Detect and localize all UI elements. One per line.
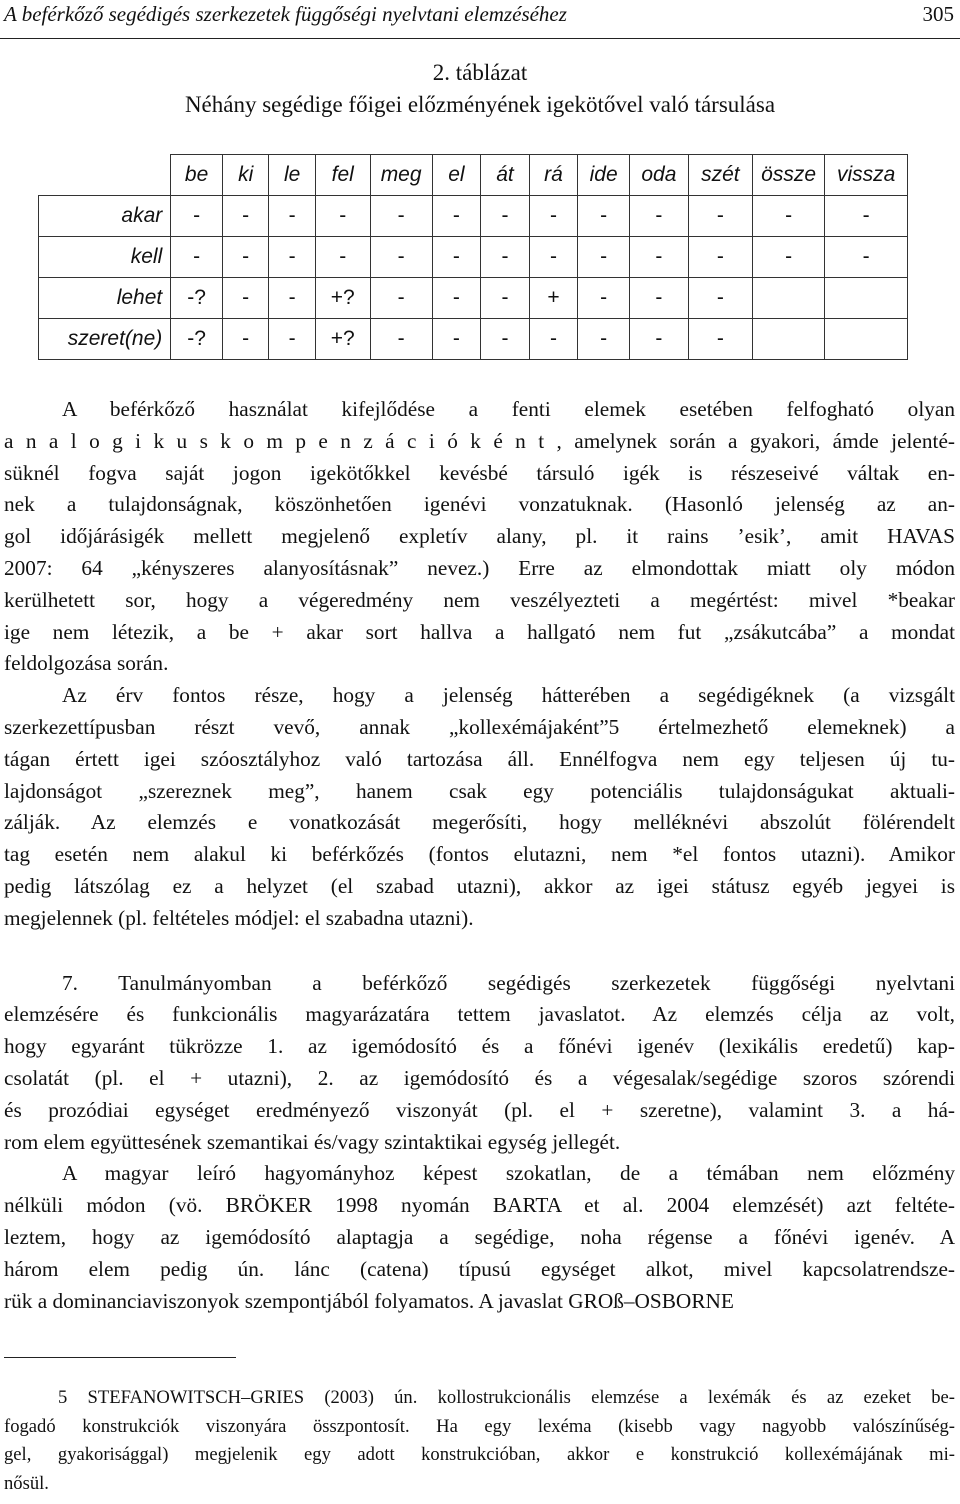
table-cell: -: [269, 319, 315, 360]
text-line: rom elem együttesének szemantikai és/vagy szintaktikai egység jellegét.: [4, 1129, 621, 1154]
table-cell: -: [171, 237, 223, 278]
text-line: 2007: 64 „kényszeres alanyosításnak” nevez.) Erre az elmondottak miatt oly módon: [4, 555, 955, 580]
text-line: tágan értett igei szóosztályhoz való tartozása áll. Ennélfogva nem egy teljesen új tu-: [4, 746, 955, 771]
text-line: megjelennek (pl. feltételes módjel: el szabadna utazni).: [4, 905, 474, 930]
text-line: szerkezettípusban részt vevő, annak „kollexémájaként”5 értelmezhető elemeknek) a: [4, 714, 955, 739]
table-corner: [39, 155, 171, 196]
table-cell: -: [688, 196, 752, 237]
table-cell: -: [481, 278, 530, 319]
table-cell: -: [171, 196, 223, 237]
table-cell: -: [688, 319, 752, 360]
table-cell: +?: [315, 278, 370, 319]
section-gap: [4, 935, 955, 968]
text-line: nek a tulajdonságnak, köszönhetően igenévi vonzatuknak. (Hasonló jelenség az an-: [4, 492, 955, 517]
text-line: rük a dominanciaviszonyok szempontjából folyamatos. A javaslat GROß–OSBORNE: [4, 1288, 734, 1313]
footnote-line: gel, gyakorisággal) megjelenik egy adott konstrukcióban, akkor e konstrukció kollexémájának mi-: [4, 1444, 955, 1466]
row-label: akar: [39, 196, 171, 237]
table-cell: -: [370, 237, 432, 278]
table-cell: -: [370, 278, 432, 319]
text-line: süknél fogva saját jogon igekötőkkel kevésbé társuló igék is részeseivé váltak en-: [4, 460, 955, 485]
table-cell: -: [370, 319, 432, 360]
table-cell: +: [529, 278, 578, 319]
table-cell: -: [432, 196, 481, 237]
table-cell: -: [529, 196, 578, 237]
table-row: [39, 278, 908, 319]
table-cell: -: [481, 237, 530, 278]
table-cell: -: [269, 196, 315, 237]
text-line: tag esetén nem alakul ki beférkőzés (fontos elutazni, nem *el fontos utazni). Amikor: [4, 842, 955, 867]
footnote-line: fogadó konstrukciók viszonyára összpontosít. Ha egy lexéma (kisebb vagy nagyobb valószínűség-: [4, 1415, 955, 1437]
text-line: három elem pedig ún. lánc (catena) típusú egységet alkot, mivel kapcsolatrendsze-: [4, 1256, 955, 1281]
table-cell: [752, 319, 824, 360]
table-cell: -: [222, 319, 268, 360]
column-header: meg: [370, 155, 432, 196]
table-cell: -: [578, 319, 630, 360]
column-header: össze: [752, 155, 824, 196]
table-cell: -: [432, 278, 481, 319]
column-header: be: [171, 155, 223, 196]
table-cell: -: [529, 237, 578, 278]
column-header: vissza: [825, 155, 908, 196]
preverb-table: [38, 154, 908, 360]
column-header: ide: [578, 155, 630, 196]
table-cell: -: [578, 278, 630, 319]
table-cell: -: [269, 237, 315, 278]
table-cell: -: [825, 237, 908, 278]
column-header: le: [269, 155, 315, 196]
table-cell: -: [269, 278, 315, 319]
table-header-row: [39, 155, 908, 196]
table-cell: -: [481, 196, 530, 237]
table-cell: -: [752, 196, 824, 237]
row-label: szeret(ne): [39, 319, 171, 360]
table-cell: -: [222, 278, 268, 319]
column-header: fel: [315, 155, 370, 196]
column-header: el: [432, 155, 481, 196]
text-line: elemzésére és funkcionális magyarázatára tettem javaslatot. Az elemzés célja az volt,: [4, 1002, 955, 1027]
table-cell: -: [688, 237, 752, 278]
table-caption-number: 2. táblázat: [432, 60, 528, 85]
table-cell: -: [629, 237, 688, 278]
paragraph: [4, 968, 955, 1159]
text-line: hogy egyaránt tükrözze 1. az igemódosító és a főnévi igenév (lexikális eredetű) kap-: [4, 1034, 955, 1059]
table-cell: -: [432, 319, 481, 360]
text-line: leztem, hogy az igemódosító alaptagja a segédige, noha régense a főnévi igenév. A: [4, 1224, 955, 1249]
text-line: gol időjárásigék mellett megjelenő expletív alany, pl. it rains ’esik’, amit HAVAS: [4, 524, 955, 549]
table-cell: -: [578, 237, 630, 278]
table-cell: +?: [315, 319, 370, 360]
running-header: [4, 2, 954, 32]
text-line: pedig látszólag ez a helyzet (el szabad utazni), akkor az igei státusz egyéb jegyei is: [4, 873, 955, 898]
table-cell: -: [578, 196, 630, 237]
running-title: A beférkőző segédigés szerkezetek függőségi nyelvtani elemzéséhez: [4, 2, 567, 26]
text-line: ige nem létezik, a be + akar sort hallva a hallgató nem fut „zsákutcába” a mondat: [4, 619, 955, 644]
footnote-line: 5 STEFANOWITSCH–GRIES (2003) ún. kollostrukcionális elemzése a lexémák és az ezeket be-: [58, 1387, 955, 1408]
text-line: feldolgozása során.: [4, 651, 169, 676]
text-line: nélküli módon (vö. BRÖKER 1998 nyomán BARTA et al. 2004 elemzését) azt feltéte-: [4, 1193, 955, 1218]
table-cell: -: [629, 278, 688, 319]
text-line: A magyar leíró hagyományhoz képest szokatlan, de a témában nem előzmény: [62, 1161, 955, 1186]
table-cell: -: [370, 196, 432, 237]
column-header: rá: [529, 155, 578, 196]
table-cell: -: [529, 319, 578, 360]
row-label: lehet: [39, 278, 171, 319]
text-line: a n a l o g i k u s k o m p e n z á c i ó k é n t , amelynek során a gyakori, ámde jelenté-: [4, 428, 955, 453]
table-cell: -: [825, 196, 908, 237]
table-cell: -: [629, 319, 688, 360]
body-text: [4, 394, 955, 1317]
table-cell: [825, 319, 908, 360]
table-cell: -: [752, 237, 824, 278]
table-cell: -: [688, 278, 752, 319]
paragraph: [4, 1158, 955, 1317]
text-line: A beférkőző használat kifejlődése a fenti elemek esetében felfogható olyan: [62, 397, 955, 421]
text-line: lajdonságot „szereznek meg”, hanem csak egy potenciális tulajdonságukat aktuali-: [4, 778, 955, 803]
page-number: 305: [922, 2, 954, 26]
paragraph: [4, 680, 955, 934]
table-row: [39, 196, 908, 237]
table-cell: -: [222, 237, 268, 278]
text-line: Az érv fontos része, hogy a jelenség hátterében a segédigéknek (a vizsgált: [62, 683, 955, 708]
table-cell: -: [222, 196, 268, 237]
table-cell: [825, 278, 908, 319]
text-line: kerülhetett sor, hogy a végeredmény nem veszélyezteti a megértést: mivel *beakar: [4, 587, 955, 612]
footnote-line: nősül.: [4, 1472, 49, 1494]
footnote-rule: [4, 1357, 236, 1358]
text-line: és prozódiai egységet eredményező viszonyát (pl. el + szeretne), valamint 3. a há-: [4, 1097, 955, 1122]
table-cell: -?: [171, 319, 223, 360]
header-rule: [0, 38, 960, 39]
row-label: kell: [39, 237, 171, 278]
table-cell: -: [481, 319, 530, 360]
text-line: csolatát (pl. el + utazni), 2. az igemódosító és a végesalak/segédige szoros szórendi: [4, 1065, 955, 1090]
table-cell: -: [315, 237, 370, 278]
footnote: [4, 1384, 955, 1498]
table-cell: [752, 278, 824, 319]
text-line: 7. Tanulmányomban a beférkőző segédigés szerkezetek függőségi nyelvtani: [62, 970, 955, 995]
table-cell: -?: [171, 278, 223, 319]
paragraph: [4, 394, 955, 680]
table-cell: -: [315, 196, 370, 237]
table-row: [39, 237, 908, 278]
table-caption-title: Néhány segédige főigei előzményének igekötővel való társulása: [184, 92, 776, 117]
text-line: zálják. Az elemzés e vonatkozását megerősíti, hogy melléknévi abszolút fölérendelt: [4, 810, 955, 835]
column-header: ki: [222, 155, 268, 196]
column-header: át: [481, 155, 530, 196]
column-header: szét: [688, 155, 752, 196]
table-cell: -: [432, 237, 481, 278]
column-header: oda: [629, 155, 688, 196]
table-row: [39, 319, 908, 360]
table-cell: -: [629, 196, 688, 237]
